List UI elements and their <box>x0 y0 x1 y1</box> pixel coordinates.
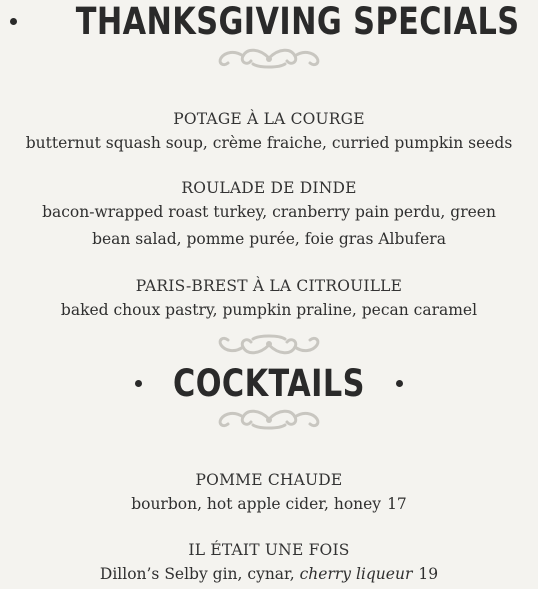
menu-item <box>0 539 538 588</box>
menu-item-name: ROULADE DE DINDE <box>181 179 357 197</box>
flourish-ornament-icon <box>209 331 329 359</box>
bullet-dot-icon <box>396 380 403 387</box>
bullet-dot-icon <box>10 18 17 25</box>
menu-item-description: bacon-wrapped roast turkey, cranberry pain perdu, green bean salad, pomme purée, foie gras Albufera <box>42 203 496 248</box>
flourish-ornament-icon <box>209 405 329 433</box>
cocktails-title: COCKTAILS <box>173 362 365 405</box>
menu-item-name: PARIS-BREST À LA CITROUILLE <box>135 277 403 295</box>
menu-item <box>0 469 538 518</box>
menu-item <box>0 275 538 324</box>
menu-item <box>0 177 538 253</box>
menu-item-description <box>0 491 538 518</box>
menu-item-ingredients: bourbon, hot apple cider, honey <box>131 495 382 513</box>
specials-title: THANKSGIVING SPECIALS <box>75 0 520 43</box>
flourish-ornament-icon <box>209 44 329 72</box>
menu-item-description: baked choux pastry, pumpkin praline, pecan caramel <box>60 301 478 319</box>
menu-item-ingredient-italic: cherry liqueur <box>299 565 413 583</box>
menu-item-ingredients: Dillon’s Selby gin, cynar, <box>99 565 295 583</box>
specials-heading <box>0 0 538 44</box>
menu-item-name: POMME CHAUDE <box>195 471 343 489</box>
menu-item-name: IL ÉTAIT UNE FOIS <box>188 541 350 559</box>
bullet-dot-icon <box>135 380 142 387</box>
menu-item <box>0 108 538 157</box>
menu-item-price: 17 <box>387 495 407 513</box>
menu-item-description: butternut squash soup, crème fraiche, curried pumpkin seeds <box>25 134 513 152</box>
menu-item-description <box>0 561 538 588</box>
menu-item-name: POTAGE À LA COURGE <box>173 110 365 128</box>
cocktails-heading <box>0 362 538 406</box>
menu-item-price: 19 <box>418 565 439 583</box>
